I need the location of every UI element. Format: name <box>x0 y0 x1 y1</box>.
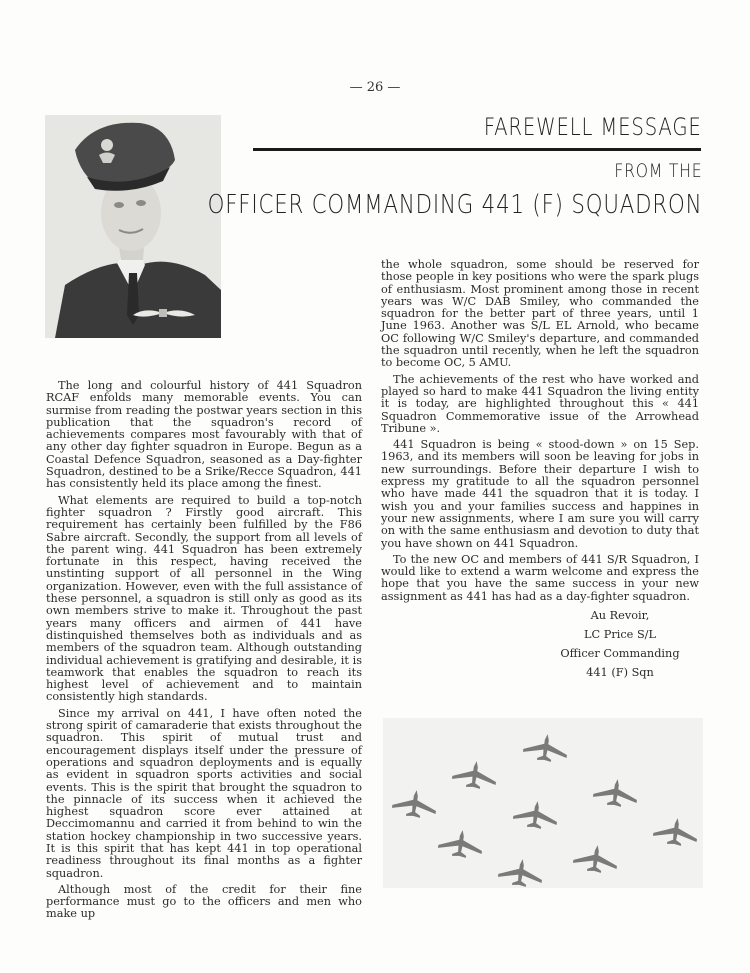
heading-farewell-message: FAREWELL MESSAGE <box>484 113 702 141</box>
paragraph: The achievements of the rest who have worked and played so hard to make 441 Squadron the living entity it is today, are highlighted throughout this « 441 Squadron Commemorative issue of the Arrowhead Tribune ». <box>381 372 699 435</box>
paragraph: What elements are required to build a top-notch fighter squadron ? Firstly good aircraft. This requirement has certainly been fulfilled by the F86 Sabre aircraft. Secondly, the support from all levels of the parent wing. 441 Squadron has been extremely fortunate in this respect, having received the unstinting support of all personnel in the Wing organization. However, even with the full assistance of these personnel, a squadron is still only as good as its own members strive to make it. Throughout the past years many officers and airmen of 441 have distinquished themselves both as individuals and as members of the squadron team. Although outstanding individual achievement is gratifying and desirable, it is teamwork that enables the squadron to reach its highest level of achievement and to maintain consistently high standards. <box>46 493 362 704</box>
paragraph: 441 Squadron is being « stood-down » on 15 Sep. 1963, and its members will soon be leaving for jobs in new surroundings. Before their departure I wish to express my gratitude to all the squadron personnel who have made 441 the squadron that it is today. I wish you and your families success and happines in your new assignments, where I am sure you will carry on with the same enthusiasm and devotion to duty that you have shown on 441 Squadron. <box>381 438 699 550</box>
paragraph: Since my arrival on 441, I have often noted the strong spirit of camaraderie that exists throughout the squadron. This spirit of mutual trust and encouragement displays itself under the pressure of operations and squadron deployments and is equally as evident in squadron sports activities and social events. This is the spirit that brought the squadron to the pinnacle of its success when it achieved the highest squadron score ever attained at Deccimomannu and carried it from behind to win the station hockey championship in two successive years. It is this spirit that has kept 441 in top operational readiness throughout its final months as a fighter squadron. <box>46 706 362 880</box>
paragraph: To the new OC and members of 441 S/R Squadron, I would like to extend a warm welcome and express the hope that you have the same success in your new assignment as 441 has had as a day-fighter squadron. <box>381 552 699 603</box>
jet-formation-image <box>383 718 703 888</box>
heading-from-the: FROM THE <box>613 160 702 182</box>
officer-portrait-photo <box>45 115 221 338</box>
page-number: — 26 — <box>349 80 401 95</box>
paragraph: Although most of the credit for their fine performance must go to the officers and men who make up <box>46 882 362 921</box>
paragraph: The long and colourful history of 441 Squadron RCAF enfolds many memorable events. You can surmise from reading the postwar years section in this publication that the squadron's record of achievements compares most favourably with that of any other day fighter squadron in Europe. Begun as a Coastal Defence Squadron, seasoned as a Day-fighter Squadron, destined to be a Srike/Recce Squadron, 441 has consistently held its place among the finest. <box>46 379 362 491</box>
heading-officer-commanding: OFFICER COMMANDING 441 (F) SQUADRON <box>207 190 702 220</box>
signature-closing: Au Revoir, <box>590 609 650 622</box>
portrait-image <box>45 115 221 338</box>
heading-divider <box>253 148 701 151</box>
signature-block <box>560 606 680 682</box>
signature-title: Officer Commanding <box>560 647 680 660</box>
paragraph: the whole squadron, some should be reserved for those people in key positions who were the spark plugs of enthusiasm. Most prominent among those in recent years was W/C DAB Smiley, who commanded the squadron for the better part of three years, until 1 June 1963. Another was S/L EL Arnold, who became OC following W/C Smiley's departure, and commanded the squadron until recently, when he left the squadron to become OC, 5 AMU. <box>381 258 699 370</box>
jet-formation-photo <box>383 718 703 888</box>
article-left-column <box>46 380 362 925</box>
signature-name: LC Price S/L <box>583 628 656 641</box>
signature-unit: 441 (F) Sqn <box>586 666 654 679</box>
article-right-column <box>381 259 699 607</box>
